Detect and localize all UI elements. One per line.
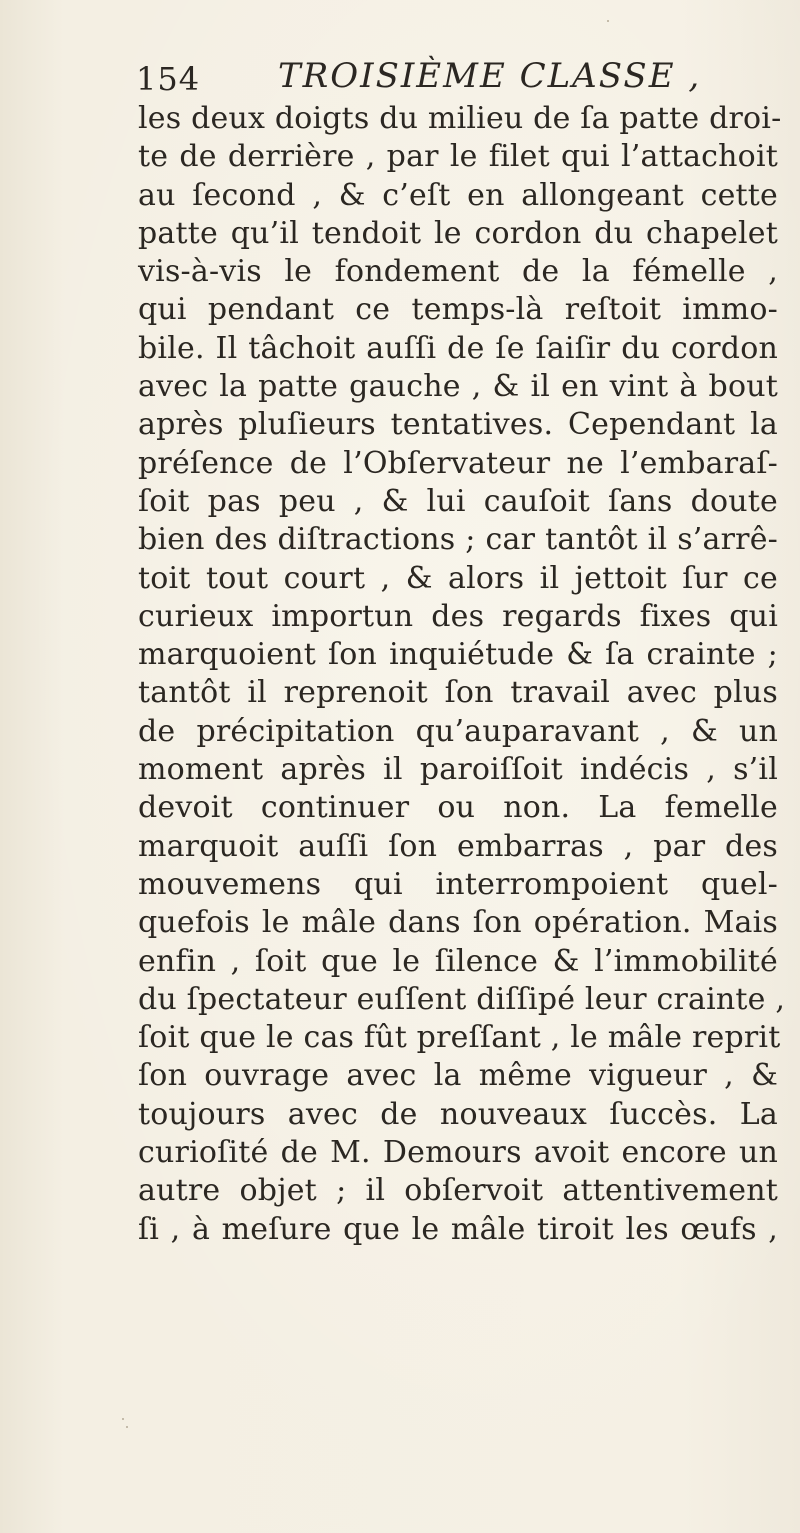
text-line: autre objet ; il obſervoit attentivement [138, 1173, 778, 1209]
text-line: devoit continuer ou non. La femelle [138, 790, 778, 826]
text-line: les deux doigts du milieu de ſa patte droi- [138, 101, 782, 136]
text-line: bile. Il tâchoit auſſi de ſe ſaiſir du cordon [138, 330, 778, 366]
page-header [130, 56, 730, 106]
text-line: préſence de l’Obſervateur ne l’embaraſ- [138, 445, 778, 481]
paper-speck [607, 20, 609, 22]
page-number: 154 [136, 60, 201, 98]
paper-speck [122, 1418, 124, 1420]
text-line: vis-à-vis le fondement de la fémelle , [138, 254, 778, 290]
text-line: quefois le mâle dans ſon opération. Mais [138, 905, 778, 941]
running-head: TROISIÈME CLASSE , [278, 56, 702, 96]
text-line: te de derrière , par le filet qui l’attachoit [138, 139, 778, 175]
text-line: ſi , à meſure que le mâle tiroit les œufs , [138, 1211, 778, 1247]
text-line: avec la patte gauche , & il en vint à bout [138, 369, 778, 405]
text-line: enfin , ſoit que le ſilence & l’immobilité [138, 943, 778, 979]
text-line: de précipitation qu’auparavant , & un [138, 713, 778, 749]
text-line: toujours avec de nouveaux ſuccès. La [138, 1096, 778, 1132]
body-text [138, 100, 786, 1249]
text-line: qui pendant ce temps-là reſtoit immo- [138, 292, 778, 328]
text-line: curieux importun des regards fixes qui [138, 598, 778, 634]
text-line: bien des diſtractions ; car tantôt il s’arrê- [138, 522, 778, 558]
text-line: patte qu’il tendoit le cordon du chapelet [138, 215, 778, 251]
text-line: ſon ouvrage avec la même vigueur , & [138, 1058, 778, 1094]
text-line: curioſité de M. Demours avoit encore un [138, 1135, 778, 1171]
text-line: moment après il paroiſſoit indécis , s’il [138, 752, 778, 788]
text-line: ſoit pas peu , & lui cauſoit ſans doute [138, 483, 778, 519]
paper-speck [126, 1426, 128, 1428]
text-line: après pluſieurs tentatives. Cependant la [138, 407, 778, 443]
text-line: mouvemens qui interrompoient quel- [138, 866, 778, 902]
text-line: toit tout court , & alors il jettoit ſur ce [138, 560, 778, 596]
text-line: tantôt il reprenoit ſon travail avec plus [138, 675, 778, 711]
text-line: du ſpectateur euſſent diſſipé leur crainte , [138, 981, 786, 1017]
text-line: ſoit que le cas fût preſſant , le mâle reprit [138, 1020, 781, 1056]
text-line: marquoit auſſi ſon embarras , par des [138, 828, 778, 864]
text-line: au ſecond , & c’eſt en allongeant cette [138, 177, 778, 213]
text-line: marquoient ſon inquiétude & ſa crainte ; [138, 637, 778, 673]
